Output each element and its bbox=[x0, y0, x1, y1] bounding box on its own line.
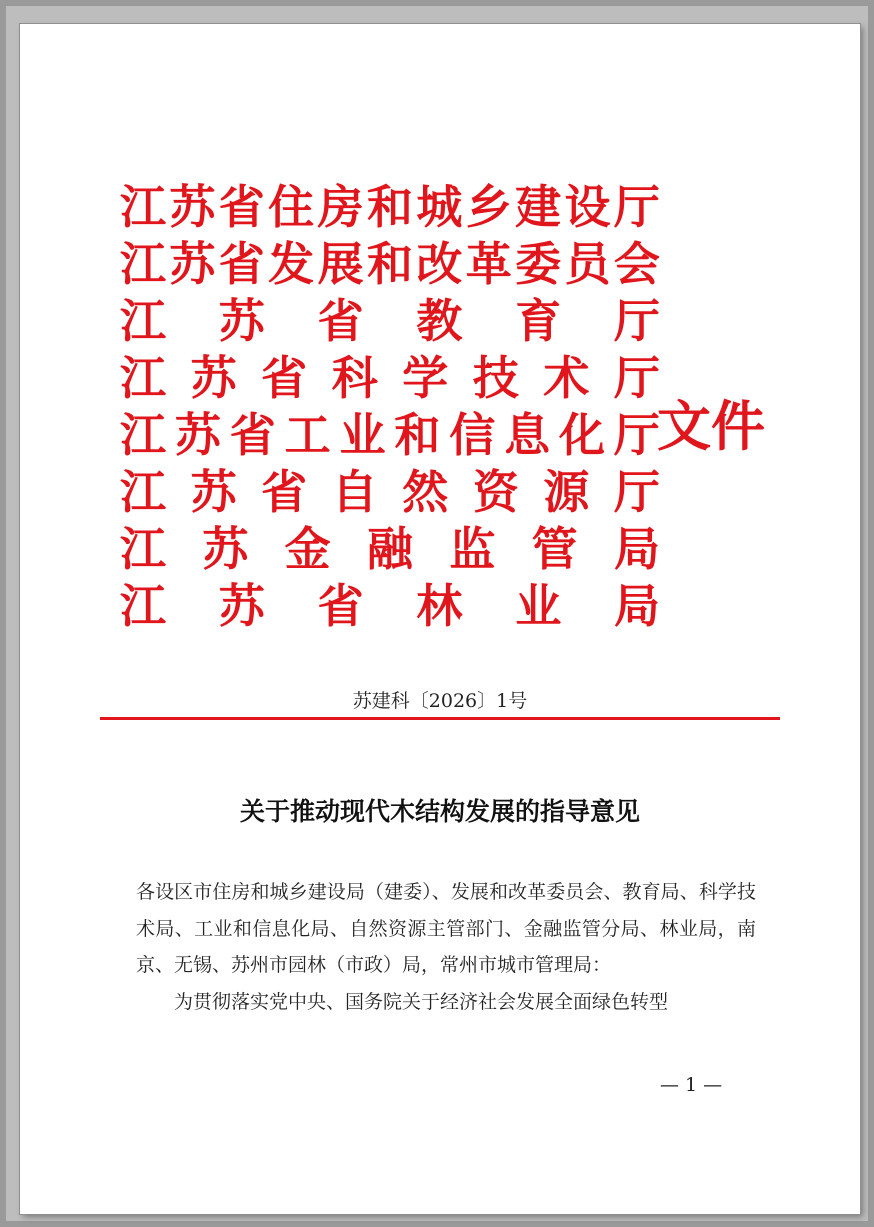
agency-character: 苏 bbox=[169, 180, 216, 234]
agency-character: 苏 bbox=[218, 579, 265, 633]
agency-character: 业 bbox=[515, 579, 562, 633]
agency-character: 和 bbox=[394, 408, 441, 462]
agency-character: 员 bbox=[564, 237, 611, 291]
agency-character: 学 bbox=[402, 351, 449, 405]
agency-character: 监 bbox=[449, 522, 496, 576]
agency-character: 和 bbox=[366, 180, 413, 234]
document-title: 关于推动现代木结构发展的指导意见 bbox=[239, 797, 640, 826]
agency-character: 术 bbox=[543, 351, 590, 405]
agency-line bbox=[120, 236, 660, 293]
agency-character: 住 bbox=[268, 180, 315, 234]
agency-character: 苏 bbox=[218, 294, 265, 348]
agency-character: 厅 bbox=[613, 408, 660, 462]
agency-character: 江 bbox=[120, 351, 166, 405]
agency-line bbox=[120, 179, 660, 236]
document-frame bbox=[6, 6, 868, 1221]
agency-character: 委 bbox=[515, 237, 562, 291]
agency-character: 城 bbox=[416, 180, 463, 234]
agency-character: 革 bbox=[465, 237, 512, 291]
agency-character: 省 bbox=[317, 579, 364, 633]
document-header-suffix: 文件 bbox=[657, 394, 765, 458]
agency-line bbox=[120, 578, 660, 635]
agency-character: 厅 bbox=[613, 465, 660, 519]
agency-character: 江 bbox=[120, 237, 166, 291]
agency-character: 自 bbox=[331, 465, 378, 519]
agency-character: 苏 bbox=[202, 522, 249, 576]
agency-character: 乡 bbox=[465, 180, 512, 234]
addressee-paragraph: 各设区市住房和城乡建设局（建委）、发展和改革委员会、教育局、科学技术局、工业和信息化局、自然资源主管部门、金融监管分局、林业局，南京、无锡、苏州市园林（市政）局，常州市城市管理局： bbox=[136, 881, 756, 976]
agency-character: 省 bbox=[218, 237, 265, 291]
agency-character: 信 bbox=[449, 408, 496, 462]
agency-character: 源 bbox=[543, 465, 590, 519]
agency-character: 江 bbox=[120, 465, 166, 519]
agency-character: 展 bbox=[317, 237, 364, 291]
agency-character: 然 bbox=[402, 465, 449, 519]
agency-character: 江 bbox=[120, 579, 166, 633]
agency-character: 局 bbox=[613, 579, 660, 633]
agency-character: 金 bbox=[284, 522, 331, 576]
agency-character: 教 bbox=[416, 294, 463, 348]
agency-character: 房 bbox=[317, 180, 364, 234]
agency-character: 厅 bbox=[613, 294, 660, 348]
agency-character: 技 bbox=[472, 351, 519, 405]
agency-character: 江 bbox=[120, 408, 166, 462]
agency-character: 改 bbox=[416, 237, 463, 291]
agency-character: 局 bbox=[613, 522, 660, 576]
agency-character: 江 bbox=[120, 522, 166, 576]
agency-character: 省 bbox=[229, 408, 276, 462]
agency-line bbox=[120, 464, 660, 521]
agency-character: 省 bbox=[261, 465, 308, 519]
agency-character: 省 bbox=[317, 294, 364, 348]
agency-line bbox=[120, 407, 660, 464]
agency-character: 建 bbox=[515, 180, 562, 234]
agency-character: 江 bbox=[120, 180, 166, 234]
agency-character: 苏 bbox=[190, 351, 237, 405]
body-paragraph: 为贯彻落实党中央、国务院关于经济社会发展全面绿色转型 bbox=[174, 990, 669, 1013]
agency-character: 和 bbox=[366, 237, 413, 291]
issuing-agencies bbox=[120, 179, 660, 635]
agency-line bbox=[120, 350, 660, 407]
agency-character: 江 bbox=[120, 294, 166, 348]
agency-character: 融 bbox=[366, 522, 413, 576]
agency-character: 发 bbox=[268, 237, 315, 291]
agency-character: 苏 bbox=[190, 465, 237, 519]
agency-character: 设 bbox=[564, 180, 611, 234]
agency-line bbox=[120, 293, 660, 350]
agency-character: 化 bbox=[559, 408, 605, 462]
page-number: — 1 — bbox=[660, 1074, 723, 1096]
red-separator-line bbox=[100, 717, 780, 720]
document-number: 苏建科〔2026〕1号 bbox=[352, 690, 528, 712]
agency-character: 省 bbox=[218, 180, 265, 234]
agency-character: 苏 bbox=[169, 237, 216, 291]
agency-character: 息 bbox=[504, 408, 551, 462]
agency-character: 省 bbox=[261, 351, 308, 405]
document-page bbox=[20, 24, 860, 1214]
agency-character: 资 bbox=[472, 465, 519, 519]
agency-character: 林 bbox=[416, 579, 463, 633]
agency-character: 育 bbox=[515, 294, 562, 348]
agency-character: 业 bbox=[339, 408, 386, 462]
agency-character: 科 bbox=[331, 351, 378, 405]
agency-character: 会 bbox=[613, 237, 660, 291]
document-body bbox=[136, 874, 756, 1020]
agency-character: 厅 bbox=[613, 351, 660, 405]
agency-line bbox=[120, 521, 660, 578]
agency-character: 管 bbox=[531, 522, 578, 576]
agency-character: 工 bbox=[284, 408, 331, 462]
agency-character: 苏 bbox=[174, 408, 221, 462]
agency-character: 厅 bbox=[613, 180, 660, 234]
